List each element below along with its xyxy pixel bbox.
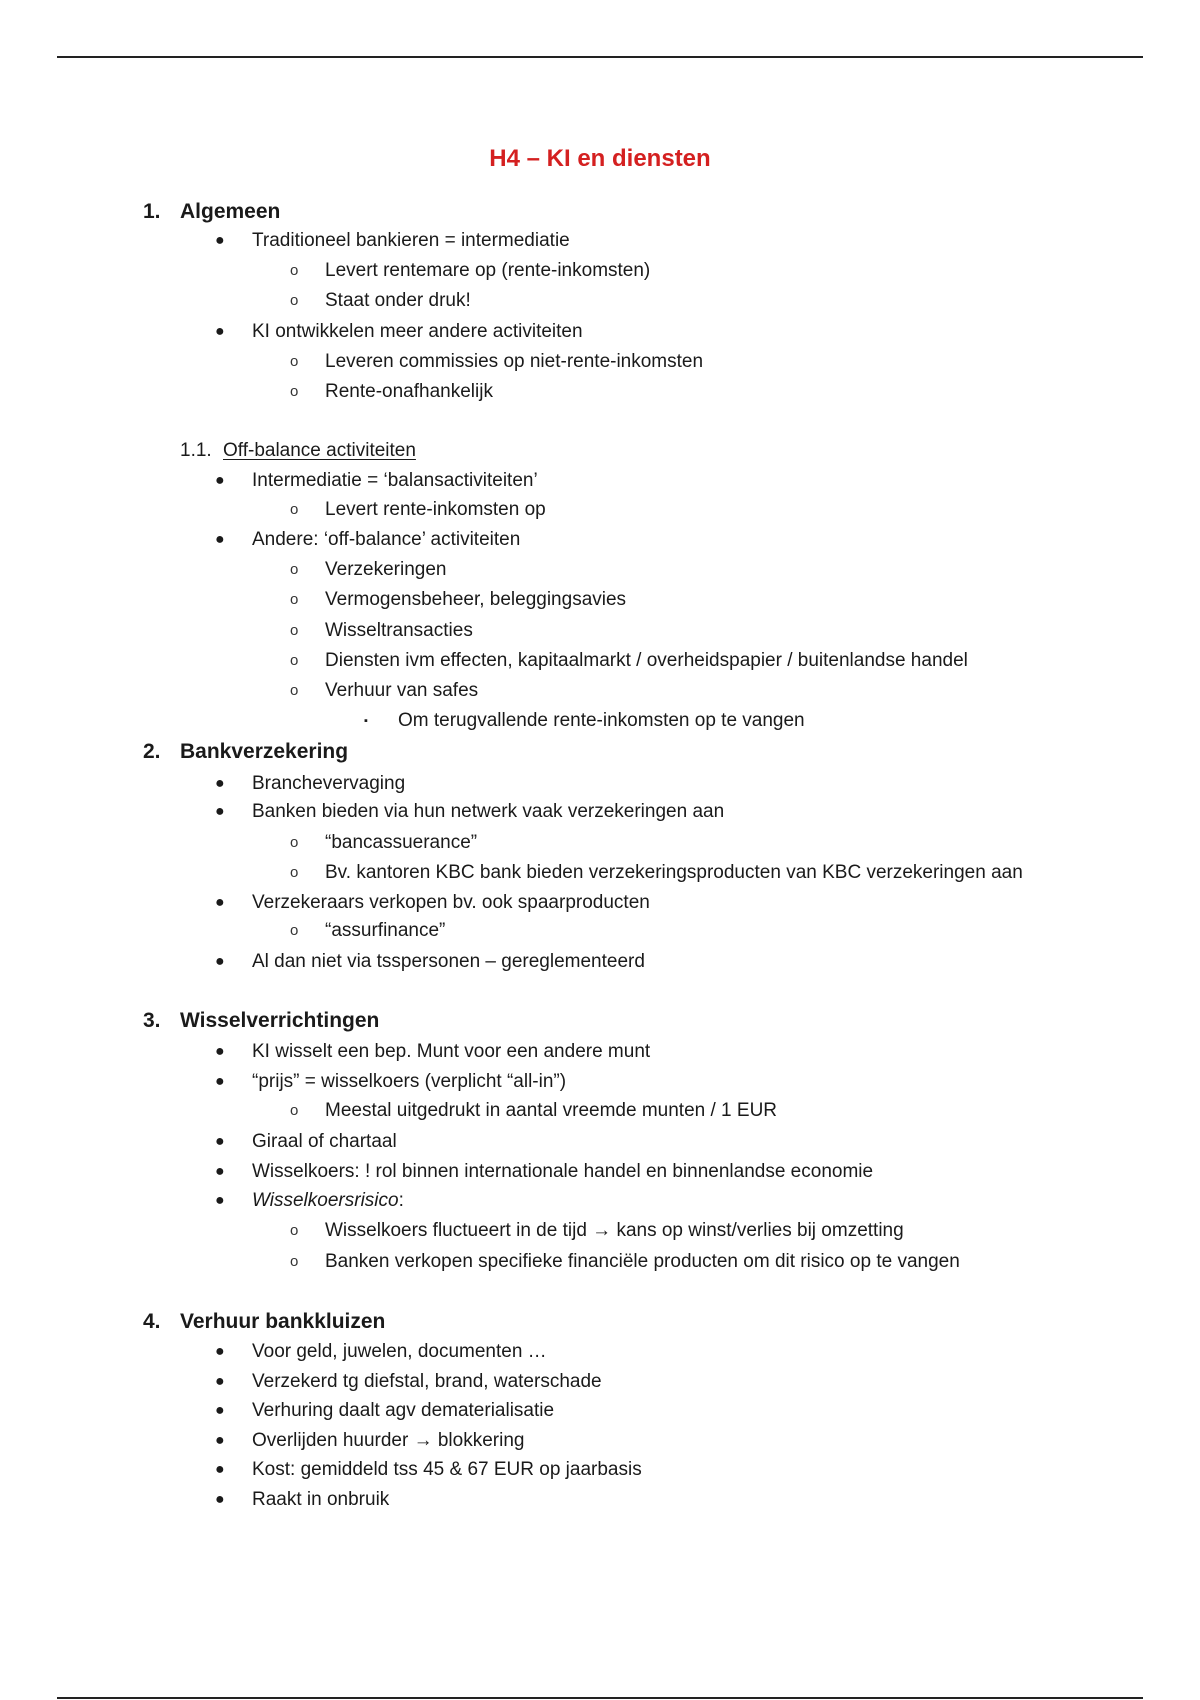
list-item: Voor geld, juwelen, documenten … (252, 1341, 547, 1362)
list-item: Verzekeringen (325, 559, 447, 580)
sub-bullet-marker: o (290, 262, 299, 279)
section-number: 4. (143, 1310, 161, 1333)
list-item: Andere: ‘off-balance’ activiteiten (252, 529, 521, 550)
list-item: Diensten ivm effecten, kapitaalmarkt / overheidspapier / buitenlandse handel (325, 650, 968, 671)
bullet-marker: ● (215, 1402, 225, 1419)
bullet-marker: ● (215, 1073, 225, 1090)
bullet-marker: ● (215, 472, 225, 489)
list-item: Traditioneel bankieren = intermediatie (252, 230, 570, 251)
bullet-marker: ● (215, 1373, 225, 1390)
section-heading: Algemeen (180, 200, 281, 223)
list-item: Kost: gemiddeld tss 45 & 67 EUR op jaarbasis (252, 1459, 642, 1480)
list-item: Verhuur van safes (325, 680, 479, 701)
section-number: 1. (143, 200, 161, 223)
sub-bullet-marker: o (290, 1222, 299, 1239)
list-item: Bv. kantoren KBC bank bieden verzekeringsproducten van KBC verzekeringen aan (325, 862, 1023, 883)
sub-bullet-marker: o (290, 561, 299, 578)
list-item: Staat onder druk! (325, 290, 471, 311)
sub-bullet-marker: o (290, 383, 299, 400)
list-item: Giraal of chartaal (252, 1131, 397, 1152)
list-item: Verhuring daalt agv dematerialisatie (252, 1400, 555, 1421)
list-item: Levert rentemare op (rente-inkomsten) (325, 260, 651, 281)
bullet-marker: ● (215, 1163, 225, 1180)
list-item: Om terugvallende rente-inkomsten op te vangen (398, 710, 805, 731)
list-item: Banken verkopen specifieke financiële producten om dit risico op te vangen (325, 1251, 960, 1272)
header-rule (57, 56, 1143, 58)
bullet-marker: ● (215, 232, 225, 249)
sub-bullet-marker: o (290, 501, 299, 518)
list-item: Verzekeraars verkopen bv. ook spaarproducten (252, 892, 650, 913)
footer-rule (57, 1697, 1143, 1699)
subsection-number: 1.1. (180, 440, 212, 461)
list-item: Banken bieden via hun netwerk vaak verzekeringen aan (252, 801, 725, 822)
bullet-marker: ● (215, 894, 225, 911)
sub-bullet-marker: o (290, 353, 299, 370)
sub-bullet-marker: o (290, 1102, 299, 1119)
list-item: Branchevervaging (252, 773, 406, 794)
italic-term: Wisselkoersrisico (252, 1190, 399, 1211)
sub-bullet-marker: o (290, 652, 299, 669)
section-number: 3. (143, 1009, 161, 1032)
bullet-marker: ● (215, 1192, 225, 1209)
list-item: Vermogensbeheer, beleggingsavies (325, 589, 627, 610)
list-item: “assurfinance” (325, 920, 446, 941)
section-heading: Bankverzekering (180, 740, 349, 763)
list-item: “bancassuerance” (325, 832, 478, 853)
bullet-marker: ● (215, 1043, 225, 1060)
sub-bullet-marker: o (290, 834, 299, 851)
sub-sub-bullet-marker: ▪ (364, 715, 368, 727)
bullet-marker: ● (215, 803, 225, 820)
subsection-heading: Off-balance activiteiten (223, 440, 416, 461)
term-colon: : (398, 1190, 404, 1211)
bullet-marker: ● (215, 775, 225, 792)
list-item: KI wisselt een bep. Munt voor een andere munt (252, 1041, 651, 1062)
list-item: Wisselkoers: ! rol binnen internationale handel en binnenlandse economie (252, 1161, 874, 1182)
list-item: Overlijden huurder → blokkering (252, 1430, 525, 1451)
section-number: 2. (143, 740, 161, 763)
sub-bullet-marker: o (290, 922, 299, 939)
list-item: Rente-onafhankelijk (325, 381, 493, 402)
sub-bullet-marker: o (290, 864, 299, 881)
list-item: Leveren commissies op niet-rente-inkomsten (325, 351, 704, 372)
list-item: “prijs” = wisselkoers (verplicht “all-in”) (252, 1071, 567, 1092)
sub-bullet-marker: o (290, 292, 299, 309)
list-item: Levert rente-inkomsten op (325, 499, 546, 520)
bullet-marker: ● (215, 1343, 225, 1360)
page-title: H4 – KI en diensten (489, 145, 711, 172)
list-item: Intermediatie = ‘balansactiviteiten’ (252, 470, 538, 491)
bullet-marker: ● (215, 1491, 225, 1508)
section-heading: Verhuur bankkluizen (180, 1310, 386, 1333)
bullet-marker: ● (215, 323, 225, 340)
list-item: Verzekerd tg diefstal, brand, waterschade (252, 1371, 602, 1392)
sub-bullet-marker: o (290, 622, 299, 639)
bullet-marker: ● (215, 953, 225, 970)
list-item: Raakt in onbruik (252, 1489, 390, 1510)
list-item (252, 1189, 404, 1213)
sub-bullet-marker: o (290, 1253, 299, 1270)
bullet-marker: ● (215, 1432, 225, 1449)
list-item: Wisselkoers fluctueert in de tijd → kans op winst/verlies bij omzetting (325, 1220, 904, 1241)
section-heading: Wisselverrichtingen (180, 1009, 380, 1032)
sub-bullet-marker: o (290, 591, 299, 608)
list-item: KI ontwikkelen meer andere activiteiten (252, 321, 583, 342)
list-item: Wisseltransacties (325, 620, 473, 641)
list-item: Al dan niet via tsspersonen – gereglementeerd (252, 951, 645, 972)
bullet-marker: ● (215, 531, 225, 548)
list-item: Meestal uitgedrukt in aantal vreemde munten / 1 EUR (325, 1100, 778, 1121)
bullet-marker: ● (215, 1133, 225, 1150)
sub-bullet-marker: o (290, 682, 299, 699)
bullet-marker: ● (215, 1461, 225, 1478)
